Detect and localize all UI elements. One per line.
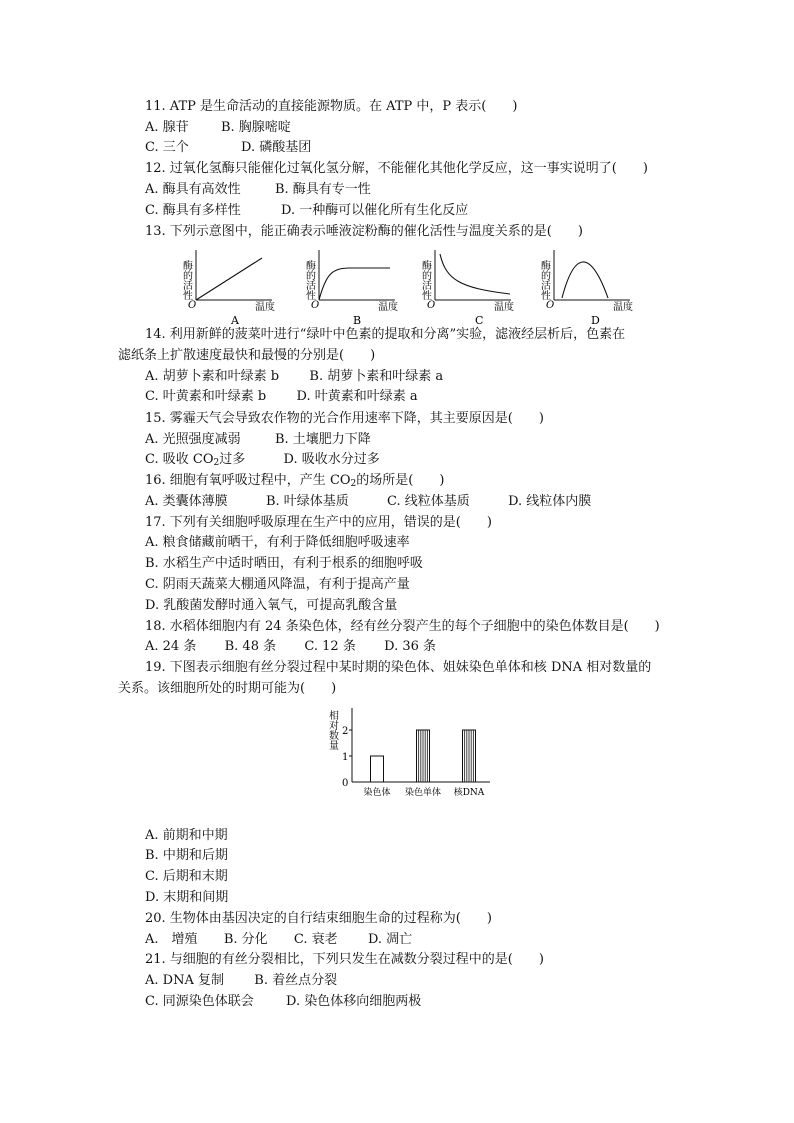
q13-graph-a [181, 250, 276, 327]
q13-ylabel-d: 酶的活性 [538, 260, 550, 300]
q15-options [145, 432, 371, 448]
q20-option-a: A. 增殖 [145, 932, 198, 947]
q18-option-b: B. 48 条 [224, 639, 277, 654]
q13-ylabel-b: 酶的活性 [303, 260, 315, 300]
q19-stem-line1: 19. 下图表示细胞有丝分裂过程中某时期的染色体、姐妹染色单体和核 DNA 相对数量的 [145, 660, 652, 675]
q15-options-2 [145, 452, 380, 471]
q13-graph-d [539, 250, 634, 327]
y-tick-label: 0 [342, 778, 349, 789]
q12-stem: 12. 过氧化氢酶只能催化过氧化氢分解，不能催化其他化学反应，这一事实说明了( ) [145, 161, 648, 176]
q11-option-b: B. 胸腺嘧啶 [220, 120, 291, 135]
q15-option-b: B. 土壤肥力下降 [274, 432, 371, 447]
q18-options [145, 639, 436, 655]
q14-option-d: D. 叶黄素和叶绿素 a [296, 389, 418, 404]
q15-option-c: C. 吸收 $CO_2$过多 [145, 452, 246, 468]
q13-label-a: A [231, 314, 239, 327]
q16-option-d: D. 线粒体内膜 [508, 494, 592, 509]
q11-options-2 [145, 140, 311, 156]
q13-origin-a: O [188, 300, 197, 311]
bar-1-rect [371, 756, 384, 782]
q21-option-d: D. 染色体移向细胞两极 [286, 994, 422, 1009]
q13-xlabel-d: 温度 [613, 302, 633, 313]
q11-option-d: D. 磷酸基团 [241, 140, 312, 155]
q19-stem-line2: 关系。该细胞所处的时期可能为( ) [118, 681, 337, 696]
q19-option-c: C. 后期和末期 [145, 869, 228, 884]
q20-options [145, 932, 412, 948]
q11-option-a: A. 腺苷 [145, 120, 189, 135]
q13-stem: 13. 下列示意图中，能正确表示唾液淀粉酶的催化活性与温度关系的是( ) [145, 224, 583, 239]
q15-option-a: A. 光照强度减弱 [145, 432, 241, 447]
q11-options [145, 120, 291, 136]
q19-option-d: D. 末期和间期 [145, 890, 229, 905]
q17-option-a: A. 粮食储藏前晒干，有利于降低细胞呼吸速率 [145, 535, 410, 550]
q16-stem: 16. 细胞有氧呼吸过程中，产生 $CO_2$的场所是( ) [145, 473, 445, 489]
q16-options [145, 494, 591, 510]
q14-stem-line1: 14. 利用新鲜的菠菜叶进行“绿叶中色素的提取和分离”实验，滤液经层析后，色素在 [145, 327, 626, 342]
q19-option-b: B. 中期和后期 [145, 848, 228, 863]
bar-1 [371, 756, 384, 782]
q11-option-c: C. 三个 [145, 140, 189, 155]
q13-xlabel-b: 温度 [378, 302, 398, 313]
q21-options [145, 973, 337, 989]
q13-ylabel-c: 酶的活性 [419, 260, 431, 300]
q13-label-d: D [591, 314, 600, 327]
q20-option-d: D. 凋亡 [367, 932, 413, 947]
q21-option-b: B. 着丝点分裂 [254, 973, 338, 988]
q13-graph-c [420, 250, 515, 327]
q13-graph-b [304, 250, 399, 327]
q18-option-a: A. 24 条 [145, 639, 197, 654]
q12-option-d: D. 一种酶可以催化所有生化反应 [281, 203, 469, 218]
q17-stem: 17. 下列有关细胞呼吸原理在生产中的应用，错误的是( ) [145, 515, 492, 530]
q13-origin-d: O [546, 300, 555, 311]
q14-stem-line2: 滤纸条上扩散速度最快和最慢的分别是( ) [118, 348, 376, 363]
q15-stem: 15. 雾霾天气会导致农作物的光合作用速率下降，其主要原因是( ) [145, 411, 544, 426]
q16-option-b: B. 叶绿体基质 [265, 494, 349, 509]
q17-option-b: B. 水稻生产中适时晒田，有利于根系的细胞呼吸 [145, 556, 423, 571]
q12-option-b: B. 酶具有专一性 [274, 182, 371, 197]
q13-label-b: B [353, 314, 362, 327]
q14-option-c: C. 叶黄素和叶绿素 b [145, 389, 267, 404]
q13-origin-b: O [311, 300, 320, 311]
q16-option-c: C. 线粒体基质 [387, 494, 470, 509]
q13-xlabel-c: 温度 [494, 302, 514, 313]
q16-option-a: A. 类囊体薄膜 [145, 494, 228, 509]
q18-stem: 18. 水稻体细胞内有 24 条染色体，经有丝分裂产生的每个子细胞中的染色体数目是( ) [145, 619, 660, 634]
q11-stem: 11. ATP 是生命活动的直接能源物质。在 ATP 中，P 表示( ) [145, 99, 518, 114]
q19-bar-chart [324, 704, 494, 800]
q12-options [145, 182, 371, 198]
q21-options-2 [145, 994, 421, 1010]
q20-option-c: C. 衰老 [293, 932, 338, 947]
q14-options-2 [145, 389, 418, 405]
x-tick-label: 染色单体 [404, 788, 442, 798]
q15-option-d: D. 吸收水分过多 [283, 452, 380, 467]
q13-graphs [170, 244, 650, 328]
x-tick-label: 核DNA [453, 788, 485, 798]
q20-option-b: B. 分化 [223, 932, 268, 947]
bar-3 [463, 730, 476, 782]
q14-options [145, 369, 443, 385]
q18-option-d: D. 36 条 [384, 639, 437, 654]
q21-option-c: C. 同源染色体联会 [145, 994, 254, 1009]
q14-option-b: B. 胡萝卜素和叶绿素 a [309, 369, 444, 384]
q19-option-a: A. 前期和中期 [145, 828, 228, 843]
y-tick-label: 1 [342, 752, 349, 763]
q17-option-d: D. 乳酸菌发酵时通入氧气，可提高乳酸含量 [145, 598, 398, 613]
q21-option-a: A. DNA 复制 [145, 973, 224, 988]
q13-label-c: C [475, 314, 484, 327]
x-tick-label: 染色体 [363, 788, 391, 798]
q14-option-a: A. 胡萝卜素和叶绿素 b [145, 369, 280, 384]
q13-xlabel-a: 温度 [255, 302, 275, 313]
y-tick-label: 2 [342, 726, 349, 737]
q21-stem: 21. 与细胞的有丝分裂相比，下列只发生在减数分裂过程中的是( ) [145, 952, 544, 967]
q12-options-2 [145, 203, 468, 219]
q12-option-a: A. 酶具有高效性 [145, 182, 241, 197]
q13-origin-c: O [427, 300, 436, 311]
q12-option-c: C. 酶具有多样性 [145, 203, 241, 218]
y-axis-label: 相对数量 [326, 710, 338, 750]
q17-option-c: C. 阴雨天蔬菜大棚通风降温，有利于提高产量 [145, 577, 410, 592]
bar-2 [417, 730, 430, 782]
q13-ylabel-a: 酶的活性 [180, 260, 192, 300]
q20-stem: 20. 生物体由基因决定的自行结束细胞生命的过程称为( ) [145, 911, 492, 926]
q18-option-c: C. 12 条 [304, 639, 356, 654]
